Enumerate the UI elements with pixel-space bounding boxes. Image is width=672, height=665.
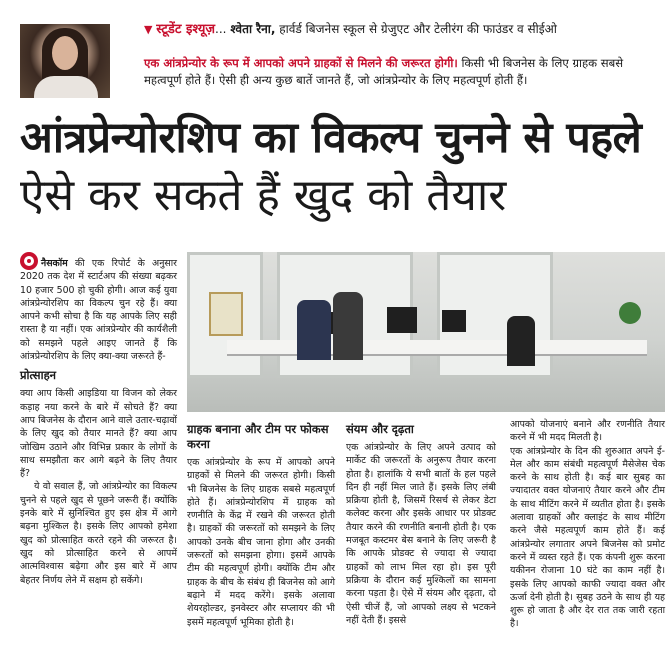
column-2 xyxy=(187,422,335,629)
target-icon xyxy=(20,252,38,270)
paragraph: आपको योजनाएं बनाने और रणनीति तैयार करने में भी मदद मिलती है। xyxy=(510,419,665,444)
section-heading-encouragement: प्रोत्साहन xyxy=(20,368,57,383)
headline-line1: आंत्रप्रेन्योरशिप का विकल्प चुनने से पहले xyxy=(20,113,642,163)
intro-highlight: एक आंत्रप्रेन्योर के रूप में आपको अपने ग्राहकों से मिलने की जरूरत होगी। xyxy=(144,56,458,70)
column-1 xyxy=(20,252,177,587)
lead-paragraph: नैसकॉम की एक रिपोर्ट के अनुसार 2020 तक देश में स्टार्टअप की संख्या बढ़कर 10 हजार 500 हो चुकी होगी। आज कई युवा आंत्रप्रेन्योरशिप का विकल्प चुन रहे हैं। क्या आपने कभी सोचा है कि यह आपके लिए सही रास्ता है या नहीं। एक आंत्रप्रेन्योर की कार्यशैली को समझने पहले आइए जानते हैं कि आंत्रप्रेन्योरशिप के लिए क्या-क्या जरूरते हैं- xyxy=(20,252,177,363)
column-4 xyxy=(510,418,665,631)
byline: ▼ स्टूडेंट इश्यूज़... श्वेता रैना, हार्वर्ड बिजनेस स्कूल से ग्रेजुएट और टेलीरंग की फाउंडर व सीईओ xyxy=(144,22,557,37)
paragraph: ये वो सवाल हैं, जो आंत्रप्रेन्योर का विकल्प चुनने से पहले खुद से पूछने जरूरी हैं। क्योंकि इनके बारे में सुनिश्चित हुए इस क्षेत्र में आगे बढ़ना मुश्किल है। इसके लिए आपको हमेशा खुद को प्रोत्साहित करते रहने की जरूरत है। खुद को प्रोत्साहित करने से आपमें आत्मविश्वास बढ़ेगा और इस बारे में आप बेहतर निर्णय लेने में सक्षम हो सकेंगे। xyxy=(20,481,177,586)
column-3 xyxy=(346,422,496,627)
column-tag: स्टूडेंट इश्यूज़ xyxy=(156,22,216,37)
paragraph: क्या आप किसी आइडिया या विजन को लेकर कड़ाह नया करने के बारे में सोचते हैं? क्या आप बिजनेस के दौरान आने वाले उतार-चढ़ावों के लिए खुद को तैयार मानते हैं? क्या आप जोखिम उठाने और विभिन्न प्रकार के लोगों के साथ समझौता कर आगे बढ़ने के लिए तैयार हैं? xyxy=(20,388,177,480)
triangle-icon: ▼ xyxy=(144,23,153,36)
office-photo xyxy=(187,252,665,412)
headline-line2: ऐसे कर सकते हैं खुद को तैयार xyxy=(20,170,507,221)
section-heading-patience: संयम और दृढ़ता xyxy=(346,422,414,436)
paragraph: एक आंत्रप्रेन्योर के लिए अपने उत्पाद को मार्केट की जरूरतों के अनुरूप तैयार करना होता है। हालांकि ये सभी बातों के हल पहले दिन ही नहीं मिल जाते हैं। इसके लिए लंबी प्रक्रिया होती है, जिसमें रिसर्च से लेकर डेटा कलेक्ट करना और इसके आधार पर प्रोडक्ट तैयार करने की रणनीति बनानी होती है। एक मजबूत कस्टमर बेस बनाने के लिए जरूरी है कि आपके प्रोडक्ट से ज्यादा से ज्यादा ग्राहकों को लाभ मिल रहा हो। इस पूरी प्रक्रिया के दौरान कई मुश्किलों का सामना करना पड़ता है। ऐसे में संयम और दृढ़ता, दो ऐसी चीजें हैं, जो आपको लक्ष्य से भटकने नहीं देती हैं। इससे xyxy=(346,442,496,626)
paragraph: एक आंत्रप्रेन्योर के रूप में आपको अपने ग्राहकों से मिलने की जरूरत होगी। किसी भी बिजनेस के लिए ग्राहक सबसे महत्वपूर्ण होते हैं। आंत्रप्रेन्योरशिप में ग्राहक को रणनीति के केंद्र में रखने की जरूरत होती है। ग्राहकों की जरूरतों को समझने के लिए आपको उनके बीच जाना होगा और उनकी जरूरतों को समझना होगा। इसमें आपके टीम की महत्वपूर्ण होगी। क्योंकि टीम और ग्राहक के बीच के संबंध ही बिजनेस को आगे बढ़ाने में मदद करेंगे। इसके अलावा शेयरहोल्डर, इनवेस्टर और सप्लायर की भी इसमें महत्वपूर्ण भूमिका होती है। xyxy=(187,457,335,628)
author-name: श्वेता रैना, xyxy=(230,22,276,36)
paragraph: एक आंत्रप्रेन्योर के दिन की शुरुआत अपने ई-मेल और काम संबंधी महत्वपूर्ण मैसेजेस चेक करने के साथ होती है। कई बार सुबह का ज्यादातर वक्त योजनाएं तैयार करने और टीम के साथ मीटिंग करने में व्यतीत होता है। इसके अलावा ग्राहकों और क्लाइंट के साथ मीटिंग करने जैसे महत्वपूर्ण काम होते हैं। कई आंत्रप्रेन्योर लगातार अपने बिजनेस को प्रमोट करने में व्यस्त रहते हैं। एक कंपनी शुरू करना यकीनन रोजाना 10 घंटे का काम नहीं है। इसके लिए आपको काफी ज्यादा वक्त और ऊर्जा देनी होती है। सुबह उठने के साथ ही यह शुरू हो जाता है और देर रात तक जारी रहता है। xyxy=(510,445,665,630)
author-description: हार्वर्ड बिजनेस स्कूल से ग्रेजुएट और टेलीरंग की फाउंडर व सीईओ xyxy=(275,22,557,36)
intro-paragraph: एक आंत्रप्रेन्योर के रूप में आपको अपने ग्राहकों से मिलने की जरूरत होगी। किसी भी बिजनेस के लिए ग्राहक सबसे महत्वपूर्ण होते हैं। ऐसी ही अन्य कुछ बातें जानते हैं, जो आंत्रप्रेन्योर के लिए महत्वपूर्ण होती हैं। xyxy=(144,56,624,87)
author-photo xyxy=(20,24,110,98)
section-heading-customers-team: ग्राहक बनाना और टीम पर फोकस करना xyxy=(187,422,329,451)
